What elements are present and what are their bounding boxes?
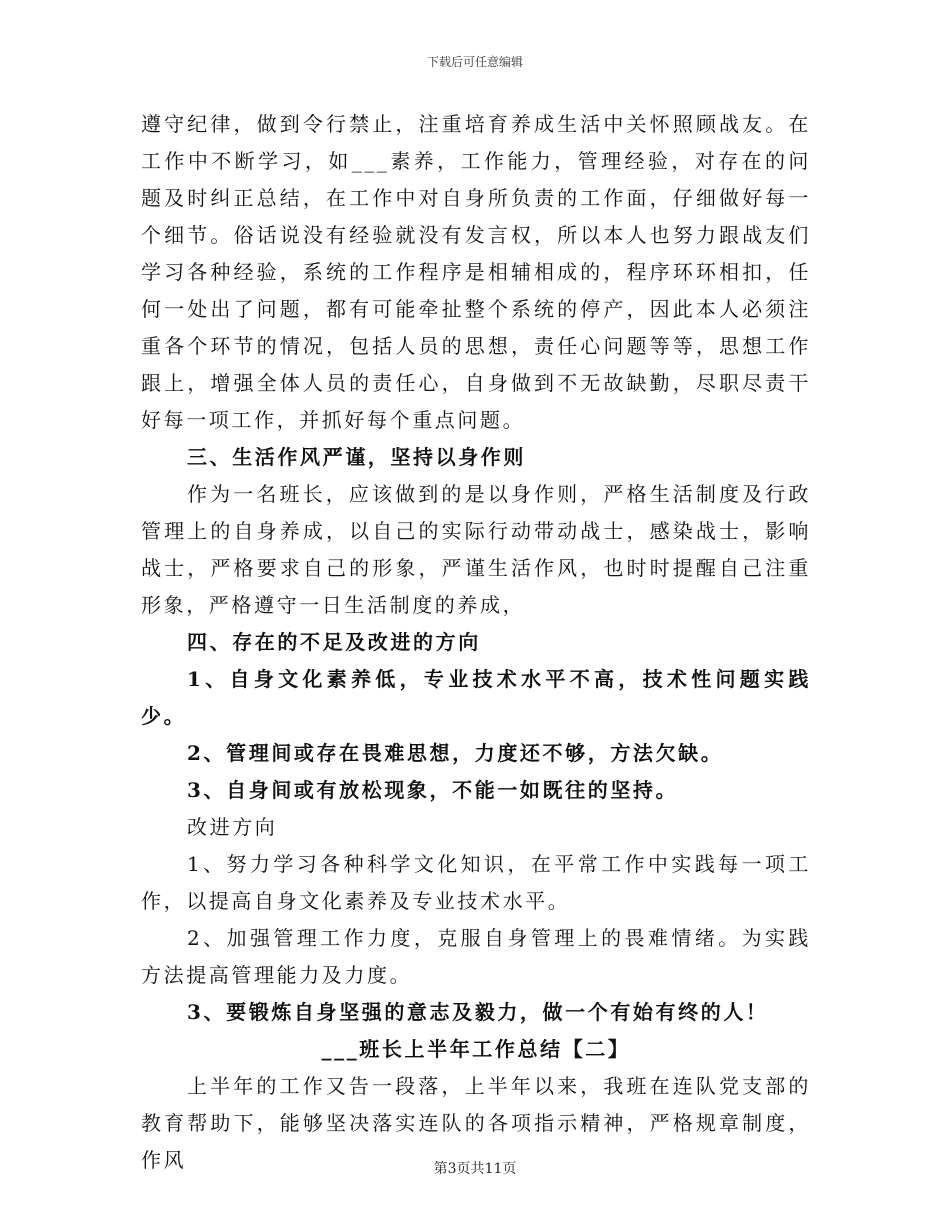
section-heading-3: 三、生活作风严谨，坚持以身作则 [187,445,526,469]
paragraph-lead-by-example: 作为一名班长，应该做到的是以身作则，严格生活制度及行政管理上的自身养成，以自己的实际行动带动战士，感染战士，影响战士，严格要求自己的形象，严谨生活作风，也时时提醒自己注重形象，严格遵守一日生活制度的养成， [141,482,811,617]
paragraph-summary-intro: 上半年的工作又告一段落，上半年以来，我班在连队党支部的教育帮助下，能够坚决落实连队的各项指示精神，严格规章制度，作风 [141,1074,811,1172]
shortcoming-item-1: 1、自身文化素养低，专业技术水平不高，技术性问题实践少。 [141,667,811,728]
improvement-item-2: 2、加强管理工作力度，克服自身管理上的畏难情绪。为实践方法提高管理能力及力度。 [141,926,811,987]
shortcoming-item-2: 2、管理间或存在畏难思想，力度还不够，方法欠缺。 [187,741,724,765]
page-footer: 第3页共11页 [433,1161,517,1177]
section-title-two: ___班长上半年工作总结【二】 [321,1037,631,1061]
document-body [141,106,811,1179]
shortcoming-item-3: 3、自身间或有放松现象，不能一如既往的坚持。 [187,778,679,802]
page-header: 下载后可任意编辑 [426,55,523,69]
paragraph-discipline: 遵守纪律，做到令行禁止，注重培育养成生活中关怀照顾战友。在工作中不断学习，如___素养，工作能力，管理经验，对存在的问题及时纠正总结，在工作中对自身所负责的工作面，仔细做好每一个细节。俗话说没有经验就没有发言权，所以本人也努力跟战友们学习各种经验，系统的工作程序是相辅相成的，程序环环相扣，任何一处出了问题，都有可能牵扯整个系统的停产，因此本人必须注重各个环节的情况，包括人员的思想，责任心问题等等，思想工作跟上，增强全体人员的责任心，自身做到不无故缺勤，尽职尽责干好每一项工作，并抓好每个重点问题。 [141,112,811,432]
improvement-item-3: 3、要锻炼自身坚强的意志及毅力，做一个有始有终的人！ [187,1000,769,1024]
improvement-item-1: 1、努力学习各种科学文化知识，在平常工作中实践每一项工作，以提高自身文化素养及专业技术水平。 [141,852,811,913]
section-heading-4: 四、存在的不足及改进的方向 [187,630,481,654]
improvement-heading: 改进方向 [187,815,278,839]
